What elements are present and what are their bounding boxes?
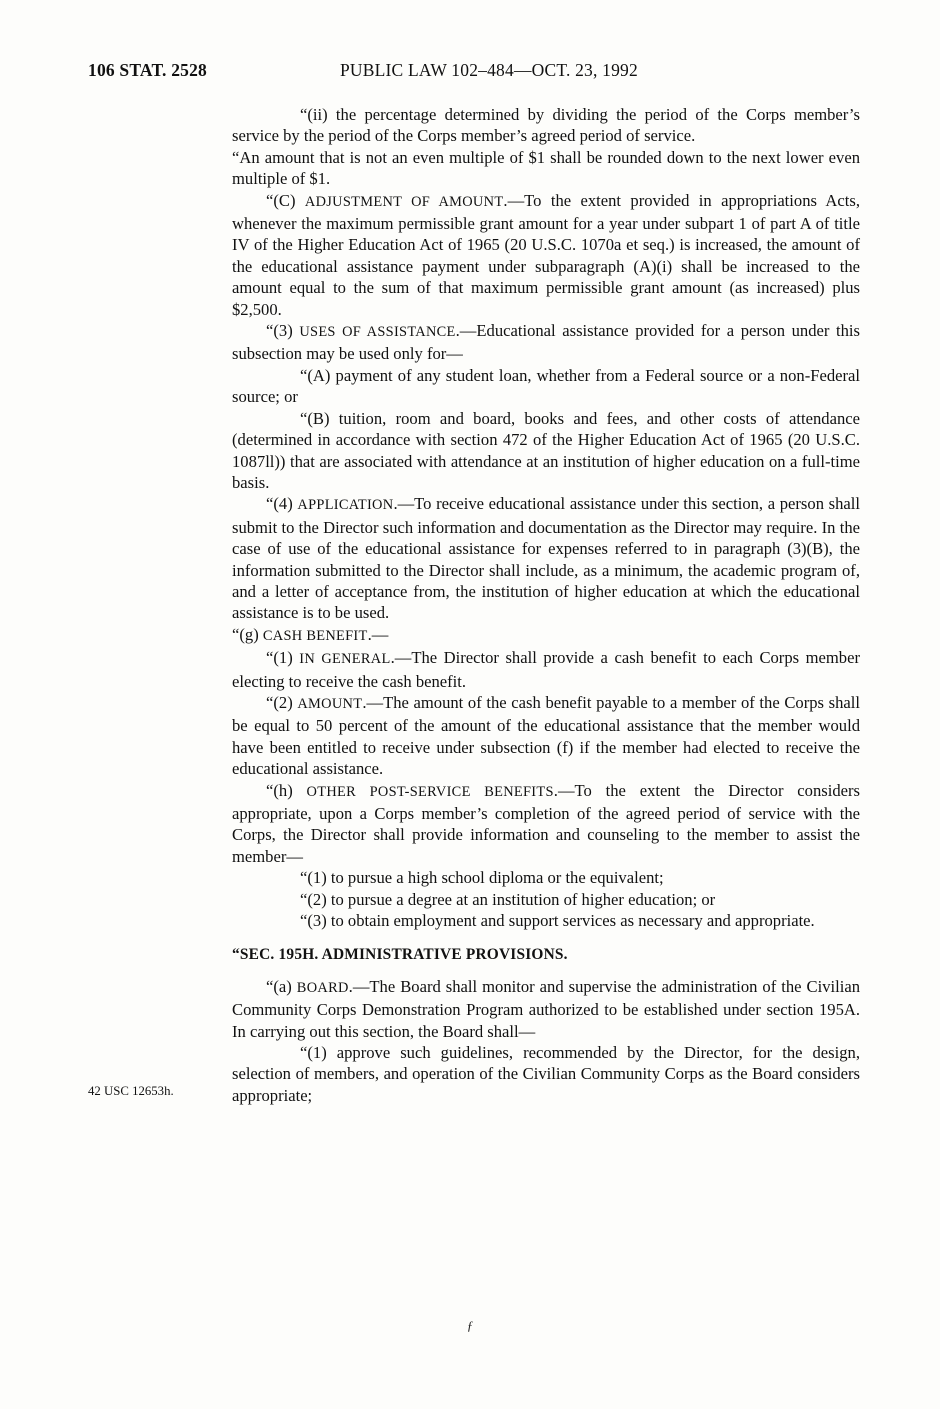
paragraph-subparagraph-b: “(B) tuition, room and board, books and fees, and other costs of attendance (determined in accordance with section 472 of the Higher Education Act of 1965 (20 U.S.C. 1087ll)) that are associated with attendance at an institution of higher education on a full-time basis. [232, 408, 860, 492]
footer-ornament: ƒ [466, 1318, 474, 1333]
section-heading-row [232, 944, 860, 965]
paragraph-cash-in-general: “(1) IN GENERAL.—The Director shall provide a cash benefit to each Corps member electing to receive the cash benefit. [232, 648, 860, 691]
paragraph-rounding-rule: “An amount that is not an even multiple of $1 shall be rounded down to the next lower even multiple of $1. [232, 147, 860, 189]
paragraph-clause-ii: “(ii) the percentage determined by dividing the period of the Corps member’s service by the period of the Corps member’s agreed period of service. [232, 105, 860, 146]
paragraph-uses-of-assistance: “(3) USES OF ASSISTANCE.—Educational assistance provided for a person under this subsection may be used only for— [232, 321, 860, 364]
public-law-citation: PUBLIC LAW 102–484—OCT. 23, 1992 [340, 60, 638, 80]
paragraph-h1: “(1) to pursue a high school diploma or the equivalent; [300, 868, 664, 888]
paragraph-cash-amount: “(2) AMOUNT.—The amount of the cash benefit payable to a member of the Corps shall be equal to 50 percent of the amount of the educational assistance that the member would have been entitled to receive under subsection (f) if the member had elected to receive the educational assistance. [232, 692, 860, 779]
paragraph-h3: “(3) to obtain employment and support services as necessary and appropriate. [300, 911, 815, 931]
page-statute-number: 106 STAT. 2528 [88, 60, 207, 80]
paragraph-subparagraph-c: “(C) ADJUSTMENT OF AMOUNT.—To the extent provided in appropriations Acts, whenever the maximum permissible grant amount for a year under subpart 1 of part A of title IV of the Higher Education Act of 1965 (20 U.S.C. 1070a et seq.) is increased, the amount of the educational assistance payment under subparagraph (A)(i) shall be increased to the amount equal to the sum of that maximum permissible grant amount (as increased) plus $2,500. [232, 190, 860, 319]
body-column [232, 104, 860, 1106]
paragraph-cash-benefit-heading: “(g) CASH BENEFIT.— [232, 624, 389, 644]
running-head [0, 60, 940, 84]
paragraph-h2: “(2) to pursue a degree at an institution of higher education; or [300, 889, 716, 909]
paragraph-subparagraph-a: “(A) payment of any student loan, whether from a Federal source or a non-Federal source; or [232, 365, 860, 407]
paragraph-board-a1: “(1) approve such guidelines, recommended by the Director, for the design, selection of members, and operation of the Civilian Community Corps as the Board considers appropriate; [232, 1043, 860, 1105]
paragraph-application: “(4) APPLICATION.—To receive educational assistance under this section, a person shall submit to the Director such information and documentation as the Director may require. In the case of use of the educational assistance for expenses referred to in paragraph (3)(B), the information submitted to the Director shall include, as a minimum, the academic program of, and a letter of acceptance from, the institution of higher education at which the educational assistance is to be used. [232, 494, 860, 623]
paragraph-board-a: “(a) BOARD.—The Board shall monitor and supervise the administration of the Civilian Community Corps Demonstration Program authorized to be established under section 195A. In carrying out this section, the Board shall— [232, 976, 860, 1041]
section-heading: “SEC. 195H. ADMINISTRATIVE PROVISIONS. [232, 946, 568, 964]
paragraph-other-post-service-benefits: “(h) OTHER POST-SERVICE BENEFITS.—To the extent the Director considers appropriate, upon a Corps member’s completion of the agreed period of service with the Corps, the Director shall provide information and counseling to the member to assist the member— [232, 780, 860, 866]
margin-note-usc-citation: 42 USC 12653h. [88, 1084, 174, 1098]
